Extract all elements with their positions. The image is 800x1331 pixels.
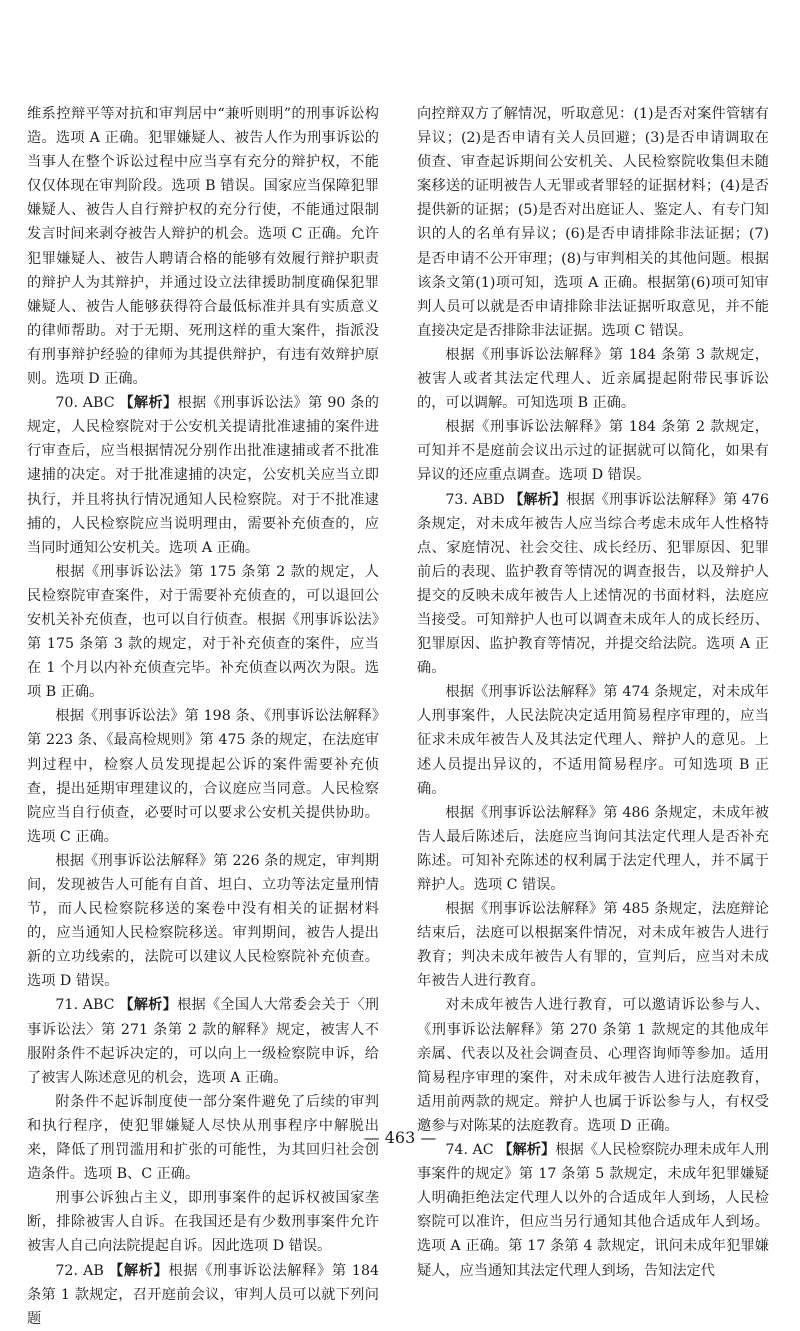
paragraph-text: 根据《刑事诉讼法解释》第 226 条的规定，审判期间，发现被告人可能有自首、坦白、立功等法定量刑情节，而人民检察院移送的案卷中没有相关的证据材料的，应当通知人民检察院移送。审判期间，被告人提出新的立功线索的，法院可以建议人民检察院补充侦查。选项 D 错误。 [27, 852, 379, 990]
paragraph [417, 1138, 769, 1283]
paragraph [417, 102, 769, 343]
analysis-tag: 【解析】 [509, 491, 567, 508]
paragraph [417, 415, 769, 487]
paragraph [417, 801, 769, 897]
paragraph [27, 704, 379, 849]
paragraph-text: 根据《全国人大常委会关于〈刑事诉讼法〉第 271 条第 2 款的解释》规定，被害人不服附条件不起诉决定的，可以向上一级检察院申诉，给了被害人陈述意见的机会，选项 A 正确。 [27, 997, 379, 1086]
paragraph [27, 849, 379, 994]
paragraph-text: 根据《人民检察院办理未成年人刑事案件的规定》第 17 条第 5 款规定，未成年犯罪嫌疑人明确拒绝法定代理人以外的合适成年人到场，人民检察院可以准许，但应当另行通知其他合适成年人到场。选项 A 正确。第 17 条第 4 款规定，讯问未成年犯罪嫌疑人，应当通知其法定代理人到场，告知法定代 [417, 1142, 769, 1279]
paragraph [417, 343, 769, 415]
paragraph-text: 根据《刑事诉讼法解释》第 485 条规定，法庭辩论结束后，法庭可以根据案件情况，对未成年被告人进行教育；判决未成年被告人有罪的，宣判后，应当对未成年被告人进行教育。 [417, 901, 769, 990]
paragraph [27, 102, 379, 391]
paragraph-text: 根据《刑事诉讼法解释》第 184 条第 2 款规定，可知并不是庭前会议出示过的证据就可以简化，如果有异议的还应重点调查。选项 D 错误。 [417, 419, 769, 484]
paragraph [417, 488, 769, 681]
page-number: — 463 — [363, 1128, 437, 1147]
analysis-tag: 【解析】 [109, 1262, 169, 1279]
paragraph [27, 993, 379, 1089]
paragraph-text: 根据《刑事诉讼法解释》第 184 条第 1 款规定，召开庭前会议，审判人员可以就下列问题 [27, 1262, 379, 1327]
paragraph-text: 附条件不起诉制度使一部分案件避免了后续的审判和执行程序，使犯罪嫌疑人尽快从刑事程序中解脱出来，降低了刑罚滥用和扩张的可能性，为其回归社会创造条件。选项 B、C 正确。 [27, 1093, 379, 1183]
paragraph-text: 维系控辩平等对抗和审判居中“兼听则明”的刑事诉讼构造。选项 A 正确。犯罪嫌疑人、被告人作为刑事诉讼的当事人在整个诉讼过程中应当享有充分的辩护权，不能仅仅体现在审判阶段。选项 B 错误。国家应当保障犯罪嫌疑人、被告人自行辩护权的充分行使，不能通过限制发言时间来剥夺被告人辩护的机会。选项 C 正确。允许犯罪嫌疑人、被告人聘请合格的能够有效履行辩护职责的辩护人为其辩护，并通过设立法律援助制度确保犯罪嫌疑人、被告人能够获得符合最低标准并具有实质意义的律师帮助。对于无期、死刑这样的重大案件，指派没有刑事辩护经验的律师为其提供辩护，有违有效辩护原则。选项 D 正确。 [27, 106, 379, 388]
paragraph [27, 391, 379, 560]
answer-number: 73. ABD [445, 491, 510, 508]
answer-number: 71. ABC [55, 997, 120, 1014]
analysis-tag: 【解析】 [119, 997, 178, 1014]
answer-number: 72. AB [55, 1262, 109, 1279]
paragraph-text: 向控辩双方了解情况，听取意见：(1)是否对案件管辖有异议；(2)是否申请有关人员回避；(3)是否申请调取在侦查、审查起诉期间公安机关、人民检察院收集但未随案移送的证明被告人无罪或者罪轻的证据材料；(4)是否提供新的证据；(5)是否对出庭证人、鉴定人、有专门知识的人的名单有异议；(6)是否申请排除非法证据；(7)是否申请不公开审理；(8)与审判相关的其他问题。根据该条文第(1)项可知，选项 A 正确。根据第(6)项可知审判人员可以就是否申请排除非法证据听取意见，并不能直接决定是否排除非法证据。选项 C 错误。 [417, 106, 769, 339]
paragraph-text: 根据《刑事诉讼法解释》第 476 条规定，对未成年被告人应当综合考虑未成年人性格特点、家庭情况、社会交往、成长经历、犯罪原因、犯罪前后的表现、监护教育等情况的调查报告，以及辩护人提交的反映未成年被告人上述情况的书面材料，法庭应当接受。可知辩护人也可以调查未成年人的成长经历、犯罪原因、监护教育等情况，并提交给法院。选项 A 正确。 [417, 491, 769, 677]
paragraph [417, 993, 769, 1138]
paragraph-text: 对未成年被告人进行教育，可以邀请诉讼参与人、《刑事诉讼法解释》第 270 条第 1 款规定的其他成年亲属、代表以及社会调查员、心理咨询师等参加。适用简易程序审理的案件，对未成年被告人进行法庭教育，适用前两款的规定。辩护人也属于诉讼参与人，有权受邀参与对陈某的法庭教育。选项 D 正确。 [417, 997, 769, 1134]
paragraph-text: 刑事公诉独占主义，即刑事案件的起诉权被国家垄断，排除被害人自诉。在我国还是有少数刑事案件允许被害人自己向法院提起自诉。因此选项 D 错误。 [27, 1190, 379, 1255]
paragraph-text: 根据《刑事诉讼法解释》第 184 条第 3 款规定，被害人或者其法定代理人、近亲属提起附带民事诉讼的，可以调解。可知选项 B 正确。 [417, 346, 769, 412]
answer-number: 70. ABC [55, 395, 120, 412]
paragraph-text: 根据《刑事诉讼法解释》第 486 条规定，未成年被告人最后陈述后，法庭应当询问其法定代理人是否补充陈述。可知补充陈述的权利属于法定代理人，并不属于辩护人。选项 C 错误。 [417, 804, 769, 893]
paragraph-text: 根据《刑事诉讼法》第 198 条、《刑事诉讼法解释》第 223 条、《最高检规则》第 475 条的规定，在法庭审判过程中，检察人员发现提起公诉的案件需要补充侦查，提出延期审理建议的，合议庭应当同意。人民检察院应当自行侦查，必要时可以要求公安机关提供协助。选项 C 正确。 [27, 708, 379, 845]
paragraph [417, 897, 769, 993]
answer-number: 74. AC [445, 1142, 499, 1159]
right-column [417, 102, 769, 1283]
paragraph [27, 1186, 379, 1258]
analysis-tag: 【解析】 [119, 395, 178, 412]
paragraph-text: 根据《刑事诉讼法解释》第 474 条规定，对未成年人刑事案件，人民法院决定适用简易程序审理的，应当征求未成年被告人及其法定代理人、辩护人的意见。上述人员提出异议的，不适用简易程序。可知选项 B 正确。 [417, 684, 769, 797]
paragraph-text: 根据《刑事诉讼法》第 175 条第 2 款的规定，人民检察院审查案件，对于需要补充侦查的，可以退回公安机关补充侦查，也可以自行侦查。根据《刑事诉讼法》第 175 条第 3 款的规定，对于补充侦查的案件，应当在 1 个月以内补充侦查完毕。补充侦查以两次为限。选项 B 正确。 [27, 563, 379, 701]
paragraph-text: 根据《刑事诉讼法》第 90 条的规定，人民检察院对于公安机关提请批准逮捕的案件进行审查后，应当根据情况分别作出批准逮捕或者不批准逮捕的决定。对于批准逮捕的决定，公安机关应当立即执行，并且将执行情况通知人民检察院。对于不批准逮捕的，人民检察院应当说明理由，需要补充侦查的，应当同时通知公安机关。选项 A 正确。 [27, 395, 379, 556]
paragraph [417, 680, 769, 800]
paragraph [27, 1259, 379, 1331]
analysis-tag: 【解析】 [498, 1142, 556, 1159]
paragraph [27, 560, 379, 705]
